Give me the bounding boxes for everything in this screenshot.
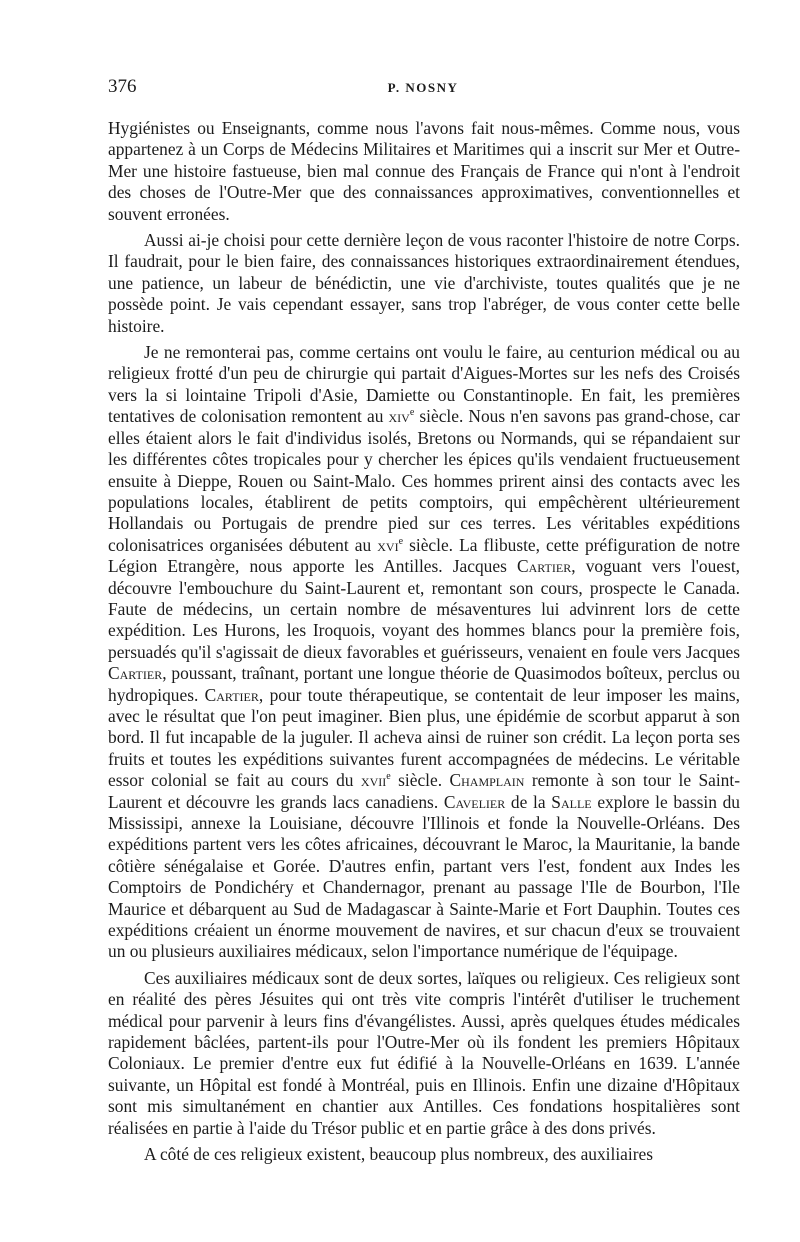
paragraph-text: siècle. Nous n'en savons pas grand-chose, car elles étaient alors le fait d'individus isolés, Bretons ou Normands, qui se répandaient sur les différentes côtes tropicales pour y chercher les épices qu'ils vendaient fructueusement ensuite à Dieppe, Rouen ou Saint-Malo. Ces hommes prirent ainsi des contacts avec les populations locales, établirent de petits comptoirs, qui empêchèrent ultérieurement Hollandais ou Portugais de prendre pied sur ces terres. Les véritables expéditions colonisatrices organisées débutent au [108, 406, 740, 555]
paragraph-text: , pour toute thérapeutique, se contentait de leur imposer les mains, avec le résultat que l'on peut imaginer. Bien plus, une épidémie de scorbut apparut à son bord. Il fut incapable de la juguler. Il acheva ainsi de ruiner son crédit. La leçon porta ses fruits et toutes les expéditions suivantes furent accompagnées de médecins. Le véritable essor colonial se fait au cours du [108, 684, 740, 791]
person-name: Cartier [108, 663, 163, 684]
paragraph-text: Ces auxiliaires médicaux sont de deux sortes, laïques ou religieux. Ces religieux sont en réalité des pères Jésuites qui ont très vite compris l'intérêt d'utiliser le truchement médical pour parvenir à leurs fins d'évangélistes. Aussi, après quelques études médicales rapidement bâclées, partent-ils pour l'Outre-Mer où ils fondent les premiers Hôpitaux Coloniaux. Le premier d'entre eux fut édifié à la Nouvelle-Orléans en 1639. L'année suivante, un Hôpital est fondé à Montréal, puis en Illinois. Enfin une dizaine d'Hôpitaux sont mis simultanément en chantier aux Antilles. Ces fondations hospitalières sont réalisées en partie à l'aide du Trésor public et en partie grâce à des dons privés. [108, 967, 740, 1138]
paragraph-text: , poussant, traînant, portant une longue théorie de Quasimodos boîteux, perclus ou hydropiques. [108, 663, 740, 705]
running-head-author: P. NOSNY [387, 80, 459, 95]
superscript: e [398, 535, 404, 547]
person-name: Champlain [449, 770, 525, 791]
paragraph-text: Je ne remonterai pas, comme certains ont voulu le faire, au centurion médical ou au religieux frotté d'un peu de chirurgie qui partait d'Aigues-Mortes sur les nefs des Croisés vers la si lointaine Tripoli d'Asie, Damiette ou Constantinople. En fait, les premières tentatives de colonisation remontent au [108, 342, 740, 427]
page-number: 376 [108, 76, 137, 97]
paragraph-text: remonte à son tour le Saint-Laurent et découvre les grands lacs canadiens. [108, 770, 741, 812]
paragraph-text: siècle. La flibuste, cette préfiguration de notre Légion Etrangère, nous apporte les Antilles. Jacques [108, 534, 740, 577]
century-numeral: xvii [360, 770, 387, 791]
paragraph-text: explore le bassin du Mississipi, annexe la Louisiane, découvre l'Illinois et fonde la Nouvelle-Orléans. Des expéditions partent vers les côtes africaines, découvrant le Maroc, la Mauritanie, la bande côtière sénégalaise et Gorée. D'autres enfin, partant vers l'est, fondent aux Indes les Comptoirs de Pondichéry et Chandernagor, prenant au passage l'Ile de Bourbon, l'Ile Maurice et débarquent au Sud de Madagascar à Sainte-Marie et Fort Dauphin. Toutes ces expéditions créaient un énorme mouvement de navires, et sur chacun d'eux se trouvaient un ou plusieurs auxiliaires médicaux, selon l'importance numérique de l'équipage. [108, 791, 740, 962]
paragraph-text: Aussi ai-je choisi pour cette dernière leçon de vous raconter l'histoire de notre Corps. Il faudrait, pour le bien faire, des connaissances historiques extraordinairement étendues, une patience, un labeur de bénédictin, une vie d'archiviste, toutes qualités que je ne possède point. Je vais cependant essayer, sans trop l'abréger, de vous conter cette belle histoire. [108, 230, 740, 336]
paragraph-2 [108, 230, 740, 337]
century-numeral: xvi [377, 534, 399, 555]
paragraph-text: Hygiénistes ou Enseignants, comme nous l'avons fait nous-mêmes. Comme nous, vous appartenez à un Corps de Médecins Militaires et Maritimes qui a inscrit sur Mer et Outre-Mer une histoire fastueuse, bien mal connue des Français de France qui n'ont à l'endroit des choses de l'Outre-Mer que des connaissances approximatives, conventionnelles et souvent erronées. [108, 118, 740, 224]
person-name: Cavelier [443, 791, 506, 812]
superscript: e [386, 771, 391, 783]
paragraph-3 [108, 342, 740, 963]
paragraph-1 [108, 118, 740, 225]
paragraph-text: siècle. [390, 770, 450, 791]
person-name: Salle [551, 791, 592, 812]
paragraph-text: , voguant vers l'ouest, découvre l'embouchure du Saint-Laurent et, remontant son cours, prospecte le Canada. Faute de médecins, un certain nombre de mésaventures lui advinrent lors de cette expédition. Les Hurons, les Iroquois, voyant des hommes blancs pour la première fois, persuadés qu'il s'agissait de dieux favorables et guérisseurs, venaient en foule vers Jacques [108, 556, 740, 662]
running-head [108, 76, 738, 102]
person-name: Cartier [517, 556, 572, 577]
paragraph-4 [108, 968, 740, 1139]
paragraph-text: A côté de ces religieux existent, beaucoup plus nombreux, des auxiliaires [144, 1144, 654, 1165]
paragraph-5 [108, 1144, 740, 1165]
superscript: e [409, 407, 415, 419]
person-name: Cartier [204, 684, 259, 705]
body-text [108, 118, 740, 1166]
paragraph-text: de la [505, 791, 552, 812]
century-numeral: xiv [388, 406, 410, 427]
